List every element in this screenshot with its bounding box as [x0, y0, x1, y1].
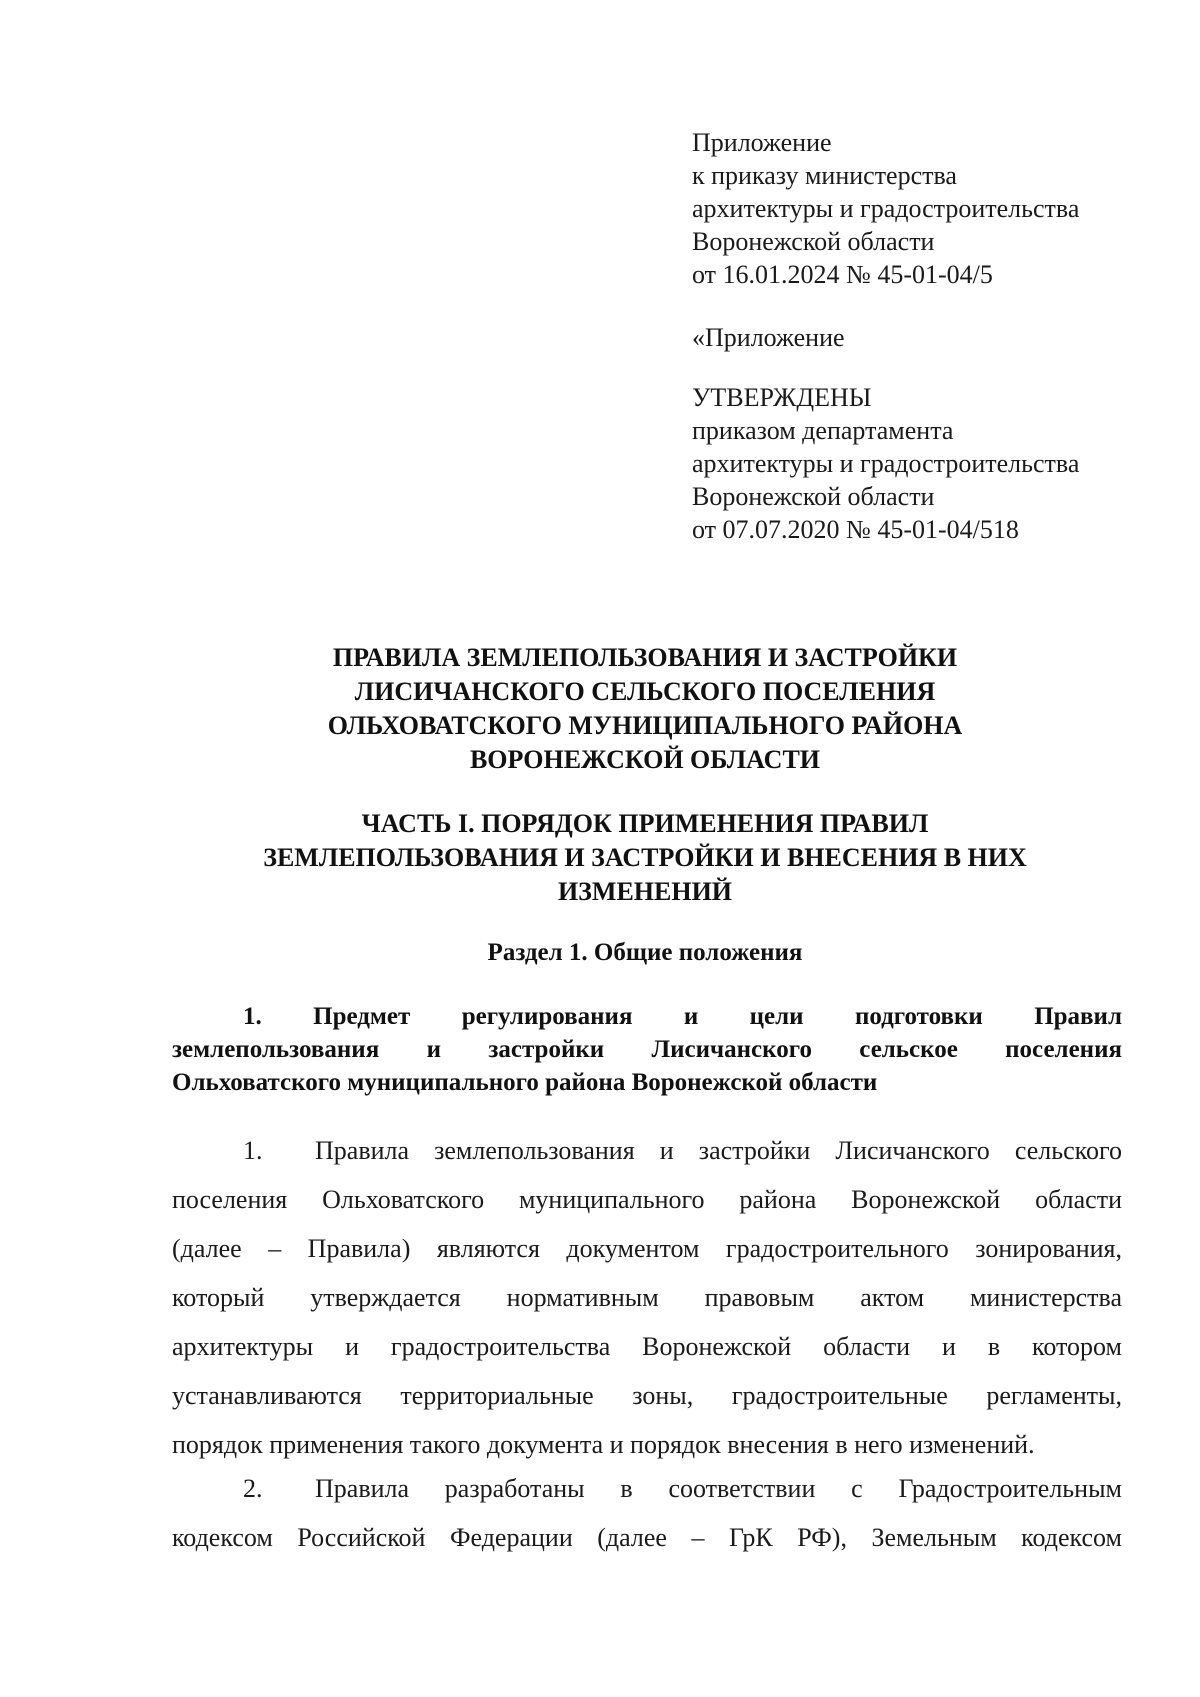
paragraph [172, 1464, 1122, 1562]
paragraph [172, 1126, 1122, 1469]
document-title-line: ПРАВИЛА ЗЕМЛЕПОЛЬЗОВАНИЯ И ЗАСТРОЙКИ [332, 643, 958, 672]
attachment-line: к приказу министерства [692, 161, 957, 190]
part-title-line: ЧАСТЬ I. ПОРЯДОК ПРИМЕНЕНИЯ ПРАВИЛ [361, 809, 929, 838]
article-heading-line: 1. Предмет регулирования и цели подготовки Правил [243, 1003, 1122, 1030]
paragraph-line: Правила разработаны в соответствии с Градостроительным [315, 1474, 1122, 1503]
paragraph-line: порядок применения такого документа и порядок внесения в него изменений. [172, 1430, 1035, 1459]
paragraph-number: 1. [243, 1136, 263, 1165]
section-title [170, 936, 1120, 970]
document-title-line: ЛИСИЧАНСКОГО СЕЛЬСКОГО ПОСЕЛЕНИЯ [354, 677, 936, 706]
paragraph-line: кодексом Российской Федерации (далее – ГрК РФ), Земельным кодексом [172, 1523, 1122, 1552]
document-title-line: ОЛЬХОВАТСКОГО МУНИЦИПАЛЬНОГО РАЙОНА [327, 711, 963, 740]
part-title-line: ИЗМЕНЕНИЙ [557, 877, 733, 906]
paragraph-number: 2. [243, 1474, 263, 1503]
paragraph-first-line [172, 1464, 1122, 1513]
attachment-line: архитектуры и градостроительства [692, 194, 1080, 223]
approved-label: УТВЕРЖДЕНЫ [692, 383, 872, 412]
section-title-text: Раздел 1. Общие положения [487, 939, 803, 966]
attachment-header [692, 126, 1172, 546]
part-title [170, 807, 1120, 909]
part-title-line: ЗЕМЛЕПОЛЬЗОВАНИЯ И ЗАСТРОЙКИ И ВНЕСЕНИЯ В НИХ [263, 843, 1027, 872]
approved-line: приказом департамента [692, 416, 954, 445]
article-heading-line: Ольховатского муниципального района Воронежской области [172, 1069, 878, 1096]
document-title [170, 641, 1120, 777]
approved-line: архитектуры и градостроительства [692, 449, 1080, 478]
attachment-line: Воронежской области [692, 227, 935, 256]
paragraph-line: который утверждается нормативным правовым актом министерства [172, 1283, 1122, 1312]
paragraph-line: поселения Ольховатского муниципального района Воронежской области [172, 1185, 1122, 1214]
paragraph-line: (далее – Правила) являются документом градостроительного зонирования, [172, 1234, 1122, 1263]
attachment-line: Приложение [692, 128, 832, 157]
approved-line: Воронежской области [692, 482, 935, 511]
document-title-line: ВОРОНЕЖСКОЙ ОБЛАСТИ [469, 745, 821, 774]
paragraph-line: архитектуры и градостроительства Воронежской области и в котором [172, 1332, 1122, 1361]
paragraph-line: Правила землепользования и застройки Лисичанского сельского [315, 1136, 1122, 1165]
approved-order-ref: от 07.07.2020 № 45-01-04/518 [692, 515, 1019, 544]
attachment-order-ref: от 16.01.2024 № 45-01-04/5 [692, 260, 993, 289]
paragraph-first-line [172, 1126, 1122, 1175]
article-heading [172, 1000, 1122, 1099]
paragraph-line: устанавливаются территориальные зоны, градостроительные регламенты, [172, 1381, 1122, 1410]
article-heading-line: землепользования и застройки Лисичанского сельское поселения [172, 1036, 1122, 1063]
previous-attachment-label: «Приложение [692, 323, 845, 352]
